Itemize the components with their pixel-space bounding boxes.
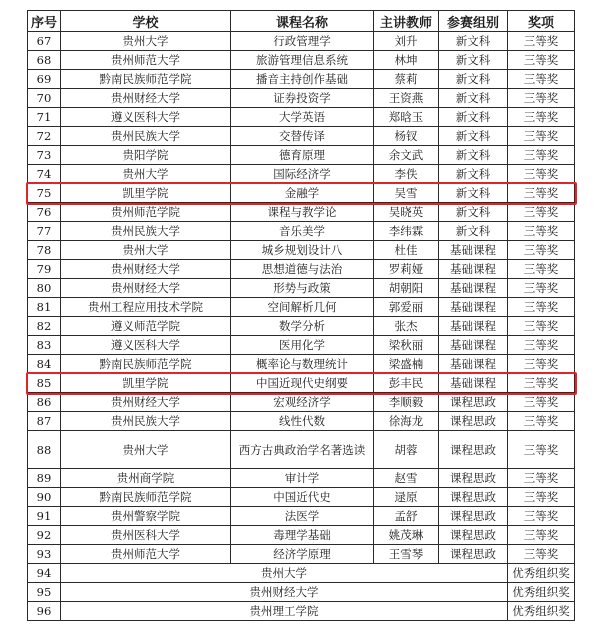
cell-course: 中国近代史 xyxy=(231,488,374,507)
table-row xyxy=(28,317,575,336)
cell-no: 93 xyxy=(28,545,61,564)
cell-course: 医用化学 xyxy=(231,336,374,355)
cell-school: 贵阳学院 xyxy=(61,146,231,165)
header-teacher: 主讲教师 xyxy=(374,11,439,32)
cell-school: 贵州民族大学 xyxy=(61,222,231,241)
cell-group: 新文科 xyxy=(439,70,508,89)
cell-school: 凯里学院 xyxy=(61,374,231,393)
cell-teacher: 孟舒 xyxy=(374,507,439,526)
cell-no: 88 xyxy=(28,431,61,469)
cell-teacher: 姚茂琳 xyxy=(374,526,439,545)
cell-school: 遵义医科大学 xyxy=(61,108,231,127)
cell-award: 三等奖 xyxy=(508,222,575,241)
cell-course: 西方古典政治学名著选读 xyxy=(231,431,374,469)
cell-teacher: 王雪琴 xyxy=(374,545,439,564)
cell-no: 89 xyxy=(28,469,61,488)
cell-teacher: 胡蓉 xyxy=(374,431,439,469)
awards-table xyxy=(27,10,575,621)
cell-award: 三等奖 xyxy=(508,317,575,336)
table-row xyxy=(28,298,575,317)
cell-no: 74 xyxy=(28,165,61,184)
cell-group: 课程思政 xyxy=(439,393,508,412)
cell-no: 71 xyxy=(28,108,61,127)
cell-course: 音乐美学 xyxy=(231,222,374,241)
cell-course: 空间解析几何 xyxy=(231,298,374,317)
cell-school: 贵州商学院 xyxy=(61,469,231,488)
table-row xyxy=(28,108,575,127)
cell-school: 凯里学院 xyxy=(61,184,231,203)
cell-no: 72 xyxy=(28,127,61,146)
cell-no: 69 xyxy=(28,70,61,89)
cell-school: 贵州师范学院 xyxy=(61,203,231,222)
cell-school: 黔南民族师范学院 xyxy=(61,70,231,89)
cell-course: 宏观经济学 xyxy=(231,393,374,412)
table-row xyxy=(28,393,575,412)
cell-award: 三等奖 xyxy=(508,146,575,165)
cell-group: 课程思政 xyxy=(439,431,508,469)
cell-course: 旅游管理信息系统 xyxy=(231,51,374,70)
cell-teacher: 胡朝阳 xyxy=(374,279,439,298)
cell-teacher: 梁秋丽 xyxy=(374,336,439,355)
cell-group: 基础课程 xyxy=(439,279,508,298)
table-row xyxy=(28,184,575,203)
cell-course: 播音主持创作基础 xyxy=(231,70,374,89)
cell-no: 67 xyxy=(28,32,61,51)
cell-group: 课程思政 xyxy=(439,488,508,507)
cell-course: 课程与教学论 xyxy=(231,203,374,222)
cell-teacher: 刘升 xyxy=(374,32,439,51)
cell-no: 79 xyxy=(28,260,61,279)
cell-award: 三等奖 xyxy=(508,393,575,412)
cell-no: 85 xyxy=(28,374,61,393)
cell-award: 三等奖 xyxy=(508,127,575,146)
cell-course: 德育原理 xyxy=(231,146,374,165)
cell-no: 75 xyxy=(28,184,61,203)
cell-course: 行政管理学 xyxy=(231,32,374,51)
cell-school: 黔南民族师范学院 xyxy=(61,488,231,507)
cell-award: 三等奖 xyxy=(508,260,575,279)
cell-course: 证券投资学 xyxy=(231,89,374,108)
cell-group: 基础课程 xyxy=(439,336,508,355)
cell-teacher: 逯原 xyxy=(374,488,439,507)
cell-school: 贵州民族大学 xyxy=(61,127,231,146)
cell-teacher: 彭丰民 xyxy=(374,374,439,393)
cell-award: 三等奖 xyxy=(508,374,575,393)
cell-no: 94 xyxy=(28,564,61,583)
cell-no: 96 xyxy=(28,602,61,621)
cell-award: 优秀组织奖 xyxy=(508,583,575,602)
table-row xyxy=(28,51,575,70)
table-row xyxy=(28,431,575,469)
cell-award: 三等奖 xyxy=(508,507,575,526)
cell-course: 国际经济学 xyxy=(231,165,374,184)
cell-school: 贵州财经大学 xyxy=(61,260,231,279)
cell-award: 三等奖 xyxy=(508,279,575,298)
cell-teacher: 郭爱丽 xyxy=(374,298,439,317)
cell-school: 遵义师范学院 xyxy=(61,317,231,336)
cell-course: 概率论与数理统计 xyxy=(231,355,374,374)
cell-group: 新文科 xyxy=(439,146,508,165)
table-row xyxy=(28,374,575,393)
cell-school: 贵州财经大学 xyxy=(61,279,231,298)
cell-group: 基础课程 xyxy=(439,355,508,374)
header-school: 学校 xyxy=(61,11,231,32)
cell-group: 课程思政 xyxy=(439,545,508,564)
cell-award: 三等奖 xyxy=(508,545,575,564)
cell-course: 法医学 xyxy=(231,507,374,526)
header-row xyxy=(28,11,575,32)
cell-group: 课程思政 xyxy=(439,507,508,526)
cell-course: 审计学 xyxy=(231,469,374,488)
cell-school: 贵州工程应用技术学院 xyxy=(61,298,231,317)
cell-no: 78 xyxy=(28,241,61,260)
cell-teacher: 吴雪 xyxy=(374,184,439,203)
cell-no: 86 xyxy=(28,393,61,412)
cell-course: 城乡规划设计八 xyxy=(231,241,374,260)
cell-teacher: 杨钗 xyxy=(374,127,439,146)
cell-course: 经济学原理 xyxy=(231,545,374,564)
cell-award: 三等奖 xyxy=(508,355,575,374)
cell-school: 贵州大学 xyxy=(61,431,231,469)
cell-teacher: 赵雪 xyxy=(374,469,439,488)
cell-school: 贵州财经大学 xyxy=(61,89,231,108)
cell-teacher: 林坤 xyxy=(374,51,439,70)
cell-no: 73 xyxy=(28,146,61,165)
cell-no: 90 xyxy=(28,488,61,507)
table-row xyxy=(28,70,575,89)
cell-no: 81 xyxy=(28,298,61,317)
cell-group: 课程思政 xyxy=(439,526,508,545)
cell-award: 优秀组织奖 xyxy=(508,602,575,621)
cell-school: 贵州警察学院 xyxy=(61,507,231,526)
cell-teacher: 蔡莉 xyxy=(374,70,439,89)
cell-award: 三等奖 xyxy=(508,70,575,89)
cell-award: 三等奖 xyxy=(508,51,575,70)
cell-group: 新文科 xyxy=(439,51,508,70)
table-row xyxy=(28,488,575,507)
cell-school: 贵州大学 xyxy=(61,165,231,184)
cell-group: 新文科 xyxy=(439,184,508,203)
table-row xyxy=(28,203,575,222)
cell-no: 92 xyxy=(28,526,61,545)
table-row xyxy=(28,146,575,165)
cell-award: 三等奖 xyxy=(508,526,575,545)
table-row xyxy=(28,222,575,241)
cell-teacher: 李顺毅 xyxy=(374,393,439,412)
table-row xyxy=(28,127,575,146)
cell-group: 基础课程 xyxy=(439,260,508,279)
cell-group: 课程思政 xyxy=(439,469,508,488)
cell-course: 金融学 xyxy=(231,184,374,203)
cell-no: 76 xyxy=(28,203,61,222)
cell-school: 贵州师范大学 xyxy=(61,545,231,564)
cell-group: 新文科 xyxy=(439,222,508,241)
cell-school: 贵州财经大学 xyxy=(61,393,231,412)
cell-teacher: 王资燕 xyxy=(374,89,439,108)
cell-teacher: 罗莉娅 xyxy=(374,260,439,279)
table-row xyxy=(28,336,575,355)
org-award-row xyxy=(28,564,575,583)
cell-no: 68 xyxy=(28,51,61,70)
cell-group: 新文科 xyxy=(439,108,508,127)
cell-no: 82 xyxy=(28,317,61,336)
cell-teacher: 杜佳 xyxy=(374,241,439,260)
org-award-row xyxy=(28,602,575,621)
cell-teacher: 梁盛楠 xyxy=(374,355,439,374)
header-course: 课程名称 xyxy=(231,11,374,32)
cell-award: 三等奖 xyxy=(508,184,575,203)
cell-no: 83 xyxy=(28,336,61,355)
table-row xyxy=(28,260,575,279)
cell-teacher: 余文武 xyxy=(374,146,439,165)
cell-award: 三等奖 xyxy=(508,298,575,317)
cell-award: 三等奖 xyxy=(508,241,575,260)
cell-teacher: 郑晗玉 xyxy=(374,108,439,127)
header-no: 序号 xyxy=(28,11,61,32)
table-row xyxy=(28,165,575,184)
cell-group: 新文科 xyxy=(439,165,508,184)
table-row xyxy=(28,89,575,108)
cell-award: 优秀组织奖 xyxy=(508,564,575,583)
cell-no: 87 xyxy=(28,412,61,431)
cell-school: 贵州医科大学 xyxy=(61,526,231,545)
cell-award: 三等奖 xyxy=(508,336,575,355)
cell-award: 三等奖 xyxy=(508,469,575,488)
header-award: 奖项 xyxy=(508,11,575,32)
table-row xyxy=(28,507,575,526)
table-row xyxy=(28,545,575,564)
cell-group: 基础课程 xyxy=(439,374,508,393)
cell-course: 线性代数 xyxy=(231,412,374,431)
cell-school: 贵州大学 xyxy=(61,241,231,260)
cell-course: 毒理学基础 xyxy=(231,526,374,545)
cell-teacher: 吴晓英 xyxy=(374,203,439,222)
cell-award: 三等奖 xyxy=(508,108,575,127)
table-row xyxy=(28,32,575,51)
cell-course: 思想道德与法治 xyxy=(231,260,374,279)
cell-course: 数学分析 xyxy=(231,317,374,336)
header-group: 参赛组别 xyxy=(439,11,508,32)
cell-award: 三等奖 xyxy=(508,165,575,184)
cell-group: 新文科 xyxy=(439,127,508,146)
cell-award: 三等奖 xyxy=(508,89,575,108)
table-row xyxy=(28,355,575,374)
cell-no: 70 xyxy=(28,89,61,108)
cell-school: 贵州师范大学 xyxy=(61,51,231,70)
cell-group: 基础课程 xyxy=(439,317,508,336)
cell-group: 新文科 xyxy=(439,32,508,51)
cell-school: 贵州民族大学 xyxy=(61,412,231,431)
cell-no: 77 xyxy=(28,222,61,241)
cell-course: 中国近现代史纲要 xyxy=(231,374,374,393)
cell-award: 三等奖 xyxy=(508,431,575,469)
cell-school: 遵义医科大学 xyxy=(61,336,231,355)
cell-teacher: 张杰 xyxy=(374,317,439,336)
table-body xyxy=(28,32,575,621)
table-row xyxy=(28,412,575,431)
cell-course: 交替传译 xyxy=(231,127,374,146)
cell-award: 三等奖 xyxy=(508,412,575,431)
cell-school: 贵州理工学院 xyxy=(61,602,508,621)
cell-award: 三等奖 xyxy=(508,203,575,222)
cell-teacher: 李佚 xyxy=(374,165,439,184)
cell-award: 三等奖 xyxy=(508,32,575,51)
cell-school: 贵州财经大学 xyxy=(61,583,508,602)
cell-no: 95 xyxy=(28,583,61,602)
cell-group: 课程思政 xyxy=(439,412,508,431)
cell-no: 80 xyxy=(28,279,61,298)
cell-group: 新文科 xyxy=(439,203,508,222)
cell-teacher: 李纬霖 xyxy=(374,222,439,241)
cell-school: 贵州大学 xyxy=(61,564,508,583)
cell-group: 新文科 xyxy=(439,89,508,108)
table-row xyxy=(28,279,575,298)
cell-school: 黔南民族师范学院 xyxy=(61,355,231,374)
cell-course: 大学英语 xyxy=(231,108,374,127)
cell-group: 基础课程 xyxy=(439,241,508,260)
cell-group: 基础课程 xyxy=(439,298,508,317)
org-award-row xyxy=(28,583,575,602)
cell-course: 形势与政策 xyxy=(231,279,374,298)
cell-teacher: 徐海龙 xyxy=(374,412,439,431)
table-row xyxy=(28,241,575,260)
cell-no: 91 xyxy=(28,507,61,526)
cell-award: 三等奖 xyxy=(508,488,575,507)
cell-no: 84 xyxy=(28,355,61,374)
table-row xyxy=(28,469,575,488)
table-row xyxy=(28,526,575,545)
cell-school: 贵州大学 xyxy=(61,32,231,51)
